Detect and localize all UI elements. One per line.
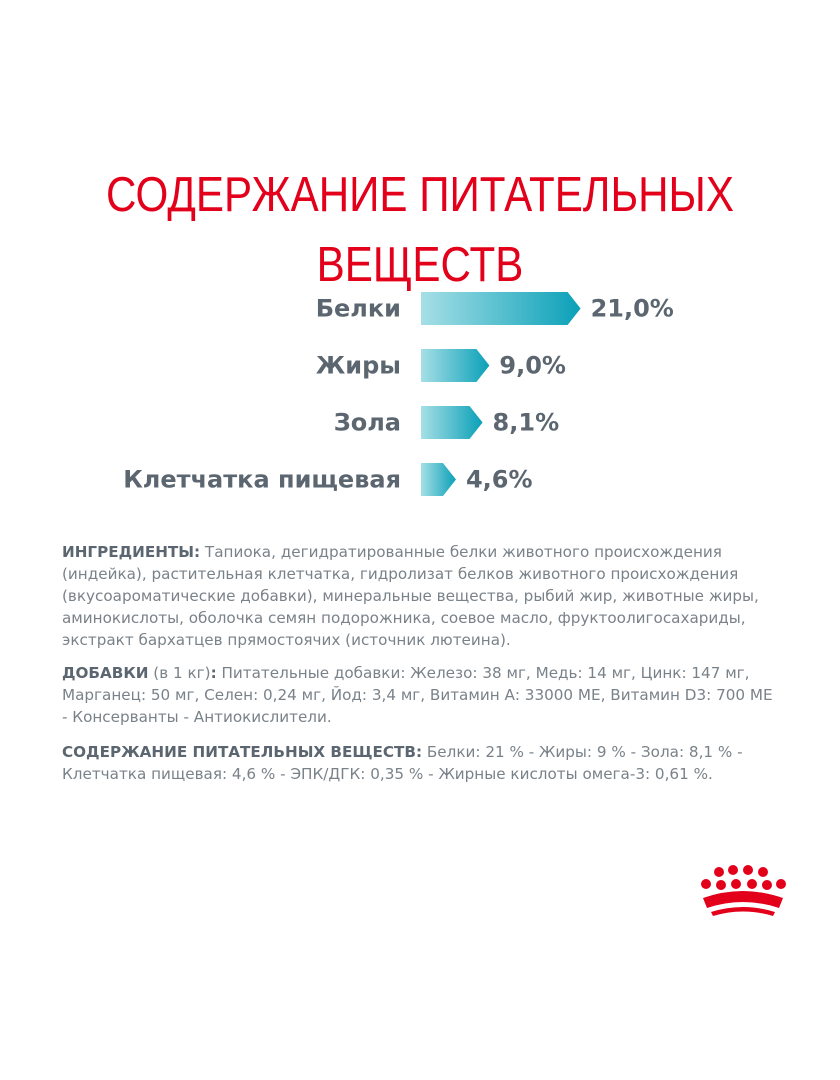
value-label: 4,6%	[465, 465, 533, 494]
additives-colon: :	[210, 664, 217, 682]
value-label: 9,0%	[499, 351, 566, 380]
nutrient-bar-chart	[0, 270, 840, 520]
ingredients-text: Тапиока, дегидратированные белки животного происхождения (индейка), растительная клетчатка, гидролизат белков животного происхождения (вкусоароматические добавки), минеральные вещества, рыбий жир, животные жиры, аминокислоты, оболочка семян подорожника, соевое масло, фруктоолигосахариды, экстракт бархатцев прямостоячих (источник лютеина).	[62, 543, 759, 649]
category-label: Жиры	[315, 351, 401, 380]
value-label: 8,1%	[492, 408, 560, 437]
ingredients-heading: ИНГРЕДИЕНТЫ:	[62, 543, 201, 561]
value-label: 21,0%	[590, 294, 674, 323]
category-label: Зола	[333, 408, 401, 437]
additives-text: Питательные добавки: Железо: 38 мг, Медь: 14 мг, Цинк: 147 мг, Марганец: 50 мг, Селен: 0,24 мг, Йод: 3,4 мг, Витамин А: 33000 МЕ, Витамин D3: 700 МЕ - Консерванты - Антиокислители.	[62, 664, 773, 726]
category-label: Белки	[315, 294, 401, 323]
additives-heading: ДОБАВКИ	[62, 664, 149, 682]
bar	[421, 463, 456, 496]
nutrients-paragraph	[62, 741, 782, 785]
bar	[421, 349, 489, 382]
additives-paragraph	[62, 662, 782, 728]
nutrients-text: Белки: 21 % - Жиры: 9 % - Зола: 8,1 % - Клетчатка пищевая: 4,6 % - ЭПК/ДГК: 0,35 % - Жирные кислоты омега-3: 0,61 %.	[62, 743, 743, 783]
page-title: СОДЕРЖАНИЕ ПИТАТЕЛЬНЫХ ВЕЩЕСТВ	[106, 168, 734, 292]
royal-canin-crown-icon	[697, 864, 789, 916]
bar	[421, 406, 483, 439]
bar	[421, 292, 581, 325]
ingredients-paragraph	[62, 541, 782, 651]
nutrients-heading: СОДЕРЖАНИЕ ПИТАТЕЛЬНЫХ ВЕЩЕСТВ:	[62, 743, 423, 761]
additives-per-kg: (в 1 кг)	[148, 664, 211, 682]
category-label: Клетчатка пищевая	[123, 465, 401, 494]
